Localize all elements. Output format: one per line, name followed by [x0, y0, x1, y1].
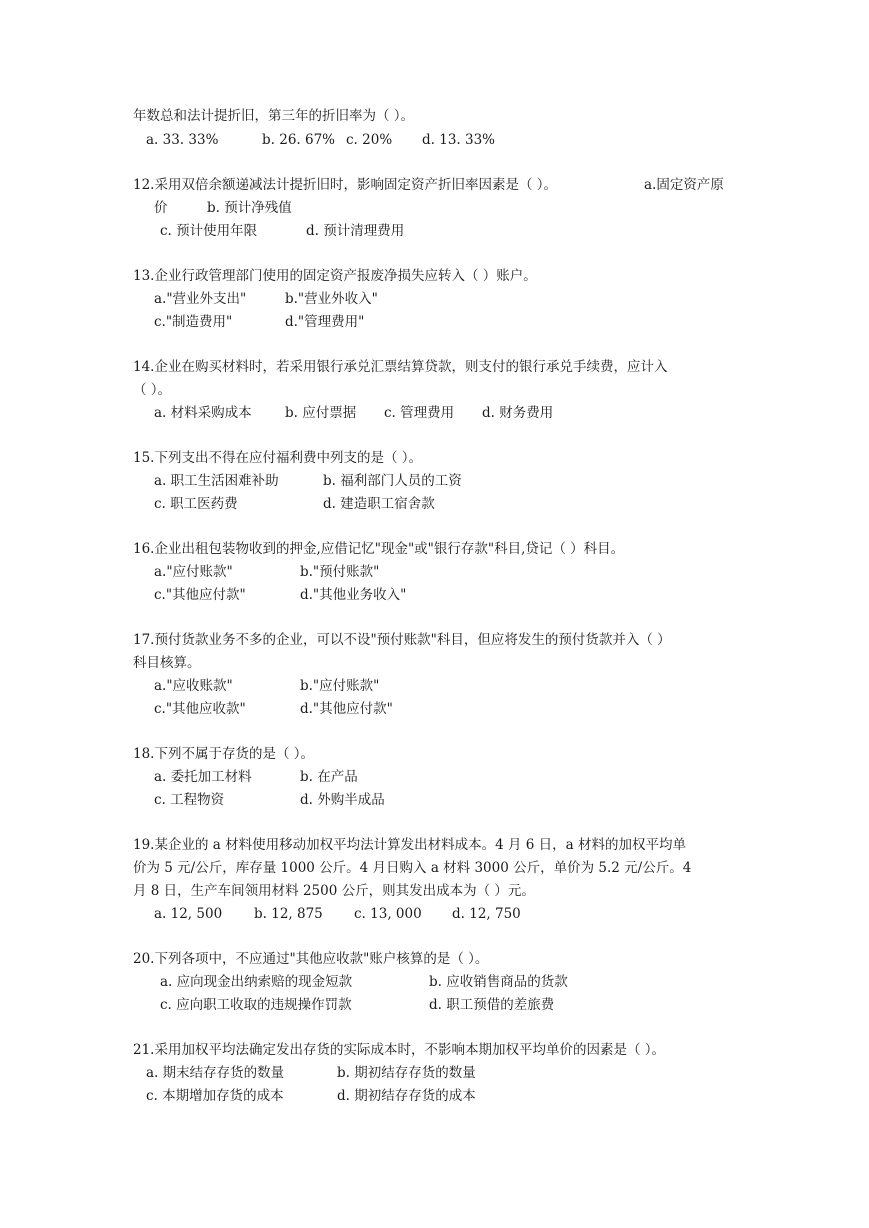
option-a: a.固定资产原	[644, 177, 724, 193]
option-d: d. 12, 750	[452, 906, 521, 922]
option-a: a."应收账款"	[154, 678, 233, 694]
option-b: b. 应收销售商品的货款	[429, 974, 568, 990]
option-b: b."营业外收入"	[285, 291, 378, 307]
option-d: d. 职工预借的差旅费	[429, 997, 555, 1013]
option-a: a. 应向现金出纳索赔的现金短款	[160, 974, 353, 990]
option-c: c."其他应付款"	[154, 587, 246, 603]
question-stem: 15.下列支出不得在应付福利费中列支的是（ ）。	[133, 450, 423, 466]
question-stem: 21.采用加权平均法确定发出存货的实际成本时，不影响本期加权平均单价的因素是（ ）。	[133, 1042, 666, 1058]
option-b: b. 在产品	[300, 769, 358, 785]
question-stem: （ ）。	[133, 382, 172, 398]
option-b: b. 应付票据	[285, 405, 357, 421]
option-b: b. 26. 67%	[262, 132, 335, 148]
question-stem: 12.采用双倍余额递减法计提折旧时，影响固定资产折旧率因素是（ ）。	[133, 177, 558, 193]
option-d: d. 13. 33%	[422, 132, 495, 148]
option-c: c. 本期增加存货的成本	[146, 1088, 284, 1104]
option-d: d. 外购半成品	[300, 792, 385, 808]
question-stem: 科目核算。	[133, 655, 201, 671]
option-d: d."其他应付款"	[300, 701, 393, 717]
option-c: c. 职工医药费	[154, 496, 238, 512]
question-stem: 20.下列各项中，不应通过"其他应收款"账户核算的是（ ）。	[133, 951, 489, 967]
option-c: c. 13, 000	[354, 906, 422, 922]
question-stem: 价为 5 元/公斤，库存量 1000 公斤。4 月日购入 a 材料 3000 公斤，单价为 5.2 元/公斤。4	[133, 860, 692, 876]
question-stem: 14.企业在购买材料时，若采用银行承兑汇票结算贷款，则支付的银行承兑手续费，应计入	[133, 359, 668, 375]
question-stem: 月 8 日，生产车间领用材料 2500 公斤，则其发出成本为（ ）元。	[133, 883, 535, 899]
option-d: d. 预计清理费用	[306, 223, 405, 239]
option-a: a. 职工生活困难补助	[154, 473, 279, 489]
option-d: d."管理费用"	[285, 314, 365, 330]
option-d: d. 建造职工宿舍款	[323, 496, 435, 512]
option-c: c. 应向职工收取的违规操作罚款	[160, 997, 352, 1013]
option-b: b. 福利部门人员的工资	[323, 473, 462, 489]
option-b: b. 12, 875	[254, 906, 323, 922]
option-c: c."其他应收款"	[154, 701, 246, 717]
option-b: b."预付账款"	[300, 564, 380, 580]
question-stem: 18.下列不属于存货的是（ ）。	[133, 746, 315, 762]
option-d: d."其他业务收入"	[300, 587, 407, 603]
option-b: b. 预计净残值	[207, 200, 292, 216]
question-stem: 19.某企业的 a 材料使用移动加权平均法计算发出材料成本。4 月 6 日，a 材料的加权平均单	[133, 837, 686, 853]
option-c: c. 预计使用年限	[160, 223, 258, 239]
option-b: b. 期初结存存货的数量	[337, 1065, 476, 1081]
option-c: c. 管理费用	[384, 405, 455, 421]
option-a: a. 材料采购成本	[154, 405, 252, 421]
option-d: d. 期初结存存货的成本	[337, 1088, 476, 1104]
question-stem: 13.企业行政管理部门使用的固定资产报废净损失应转入（ ）账户。	[133, 268, 537, 284]
option-b: b."应付账款"	[300, 678, 380, 694]
option-a: a. 12, 500	[154, 906, 223, 922]
question-stem: 年数总和法计提折旧，第三年的折旧率为（ ）。	[133, 108, 415, 124]
option-c: c. 20%	[346, 132, 393, 148]
question-stem: 16.企业出租包装物收到的押金,应借记忆"现金"或"银行存款"科目,贷记（ ）科目。	[133, 541, 625, 557]
option-c: c. 工程物资	[154, 792, 225, 808]
option-a: a. 期末结存存货的数量	[146, 1065, 285, 1081]
option-d: d. 财务费用	[482, 405, 554, 421]
option-c: c."制造费用"	[154, 314, 233, 330]
question-stem: 17.预付货款业务不多的企业，可以不设"预付账款"科目，但应将发生的预付货款并入（ ）	[133, 632, 671, 648]
option-a: a. 委托加工材料	[154, 769, 252, 785]
option-a: a."营业外支出"	[154, 291, 247, 307]
option-a: a."应付账款"	[154, 564, 233, 580]
option-a: a. 33. 33%	[146, 132, 219, 148]
question-stem: 价	[154, 200, 168, 216]
